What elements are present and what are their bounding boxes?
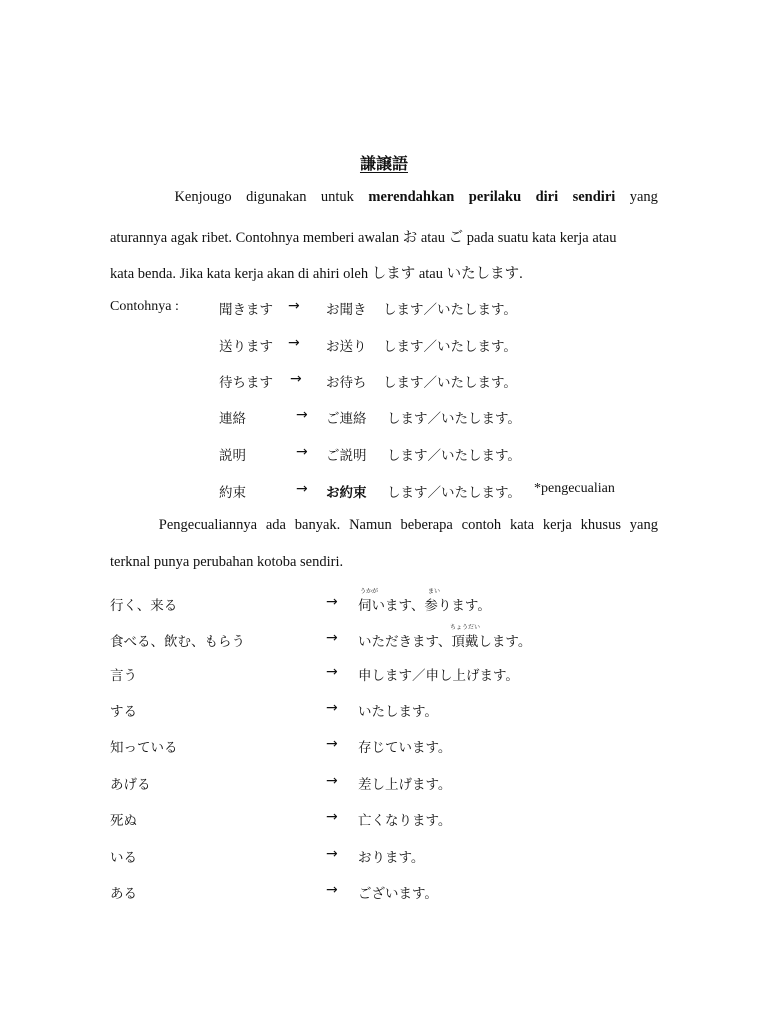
example-honorific: お約束 — [326, 485, 367, 501]
special-row — [0, 736, 768, 758]
example-row — [0, 371, 768, 391]
special-result: 亡くなります。 — [358, 813, 452, 829]
special-row — [0, 588, 768, 616]
word: yang — [629, 189, 658, 205]
word: yang — [629, 517, 658, 533]
special-row — [0, 773, 768, 795]
examples-label: Contohnya : — [110, 299, 179, 314]
special-word: 食べる、飲む、もらう — [110, 634, 245, 650]
arrow-icon: → — [326, 700, 338, 716]
example-verb: 約束 — [219, 485, 246, 501]
example-verb: 説明 — [219, 448, 246, 464]
special-word: 死ぬ — [110, 813, 137, 829]
arrow-icon: → — [326, 809, 338, 825]
example-honorific: お送り — [326, 339, 367, 355]
bold-word: sendiri — [572, 189, 616, 205]
example-honorific: ご説明 — [326, 448, 367, 464]
arrow-icon: → — [326, 630, 338, 646]
example-row — [0, 407, 768, 427]
special-result: いただきます、頂戴します。 — [358, 634, 532, 650]
bold-word: perilaku — [468, 189, 522, 205]
page-title: 謙譲語 — [359, 154, 408, 173]
paragraph-2-line-1 — [110, 517, 658, 534]
word: ada — [265, 517, 286, 533]
bold-word: merendahkan — [368, 189, 455, 205]
example-verb: 待ちます — [219, 375, 273, 391]
word: untuk — [320, 189, 354, 205]
example-verb: 連絡 — [219, 411, 246, 427]
arrow-icon: → — [326, 594, 338, 610]
example-suffix: します／いたします。 — [387, 411, 521, 427]
word: kerja — [542, 517, 572, 533]
word: Pengecualiannya — [158, 517, 258, 533]
arrow-icon: → — [288, 298, 300, 314]
special-row — [0, 846, 768, 868]
bold-word: diri — [535, 189, 559, 205]
word: digunakan — [246, 189, 307, 205]
arrow-icon: → — [296, 444, 308, 460]
paragraph-1-line-3: kata benda. Jika kata kerja akan di ahiri oleh します atau いたします. — [110, 266, 523, 282]
arrow-icon: → — [326, 664, 338, 680]
special-result-with-furigana — [358, 616, 531, 650]
paragraph-2-line-2: terknal punya perubahan kotoba sendiri. — [110, 554, 344, 570]
exception-note: *pengecualian — [534, 481, 615, 496]
example-row — [0, 298, 768, 318]
arrow-icon: → — [326, 846, 338, 862]
arrow-icon: → — [290, 371, 302, 387]
example-row — [0, 481, 768, 501]
arrow-icon: → — [326, 736, 338, 752]
special-row — [0, 664, 768, 686]
furigana: ちょうだい — [450, 624, 481, 631]
arrow-icon: → — [326, 882, 338, 898]
special-word: 行く、来る — [110, 598, 178, 614]
example-verb: 送ります — [219, 339, 273, 355]
furigana: うかが — [360, 588, 379, 595]
arrow-icon: → — [326, 773, 338, 789]
special-result: いたします。 — [358, 704, 438, 720]
special-result-with-furigana — [358, 580, 491, 614]
example-suffix: します／いたします。 — [383, 302, 517, 318]
special-word: あげる — [110, 777, 151, 793]
paragraph-1-line-1 — [110, 189, 658, 206]
special-word: 言う — [110, 668, 137, 684]
special-row — [0, 809, 768, 831]
special-word: 知っている — [110, 740, 178, 756]
example-suffix: します／いたします。 — [387, 485, 521, 501]
arrow-icon: → — [288, 335, 300, 351]
special-result: ございます。 — [358, 886, 438, 902]
example-suffix: します／いたします。 — [387, 448, 521, 464]
example-suffix: します／いたします。 — [383, 339, 517, 355]
word: banyak. — [294, 517, 341, 533]
special-result: おります。 — [358, 850, 425, 866]
arrow-icon: → — [296, 481, 308, 497]
special-row — [0, 882, 768, 904]
word: beberapa — [400, 517, 453, 533]
word: khusus — [580, 517, 621, 533]
special-row — [0, 624, 768, 652]
special-word: ある — [110, 886, 137, 902]
example-honorific: ご連絡 — [326, 411, 367, 427]
special-word: いる — [110, 850, 137, 866]
example-verb: 聞きます — [219, 302, 273, 318]
special-row — [0, 700, 768, 722]
special-result: 存じています。 — [358, 740, 452, 756]
word: kata — [509, 517, 535, 533]
special-result: 差し上げます。 — [358, 777, 452, 793]
word: Namun — [349, 517, 392, 533]
word: Kenjougo — [174, 189, 232, 205]
arrow-icon: → — [296, 407, 308, 423]
example-suffix: します／いたします。 — [383, 375, 517, 391]
paragraph-1-line-2: aturannya agak ribet. Contohnya memberi awalan お atau ご pada suatu kata kerja atau — [110, 230, 617, 246]
special-result: 伺います、参ります。 — [358, 598, 491, 614]
furigana: まい — [428, 588, 441, 595]
example-row — [0, 444, 768, 464]
example-honorific: お聞き — [326, 302, 367, 318]
example-honorific: お待ち — [326, 375, 367, 391]
word: contoh — [461, 517, 502, 533]
special-result: 申します／申し上げます。 — [358, 668, 519, 684]
example-row — [0, 335, 768, 355]
special-word: する — [110, 704, 137, 720]
